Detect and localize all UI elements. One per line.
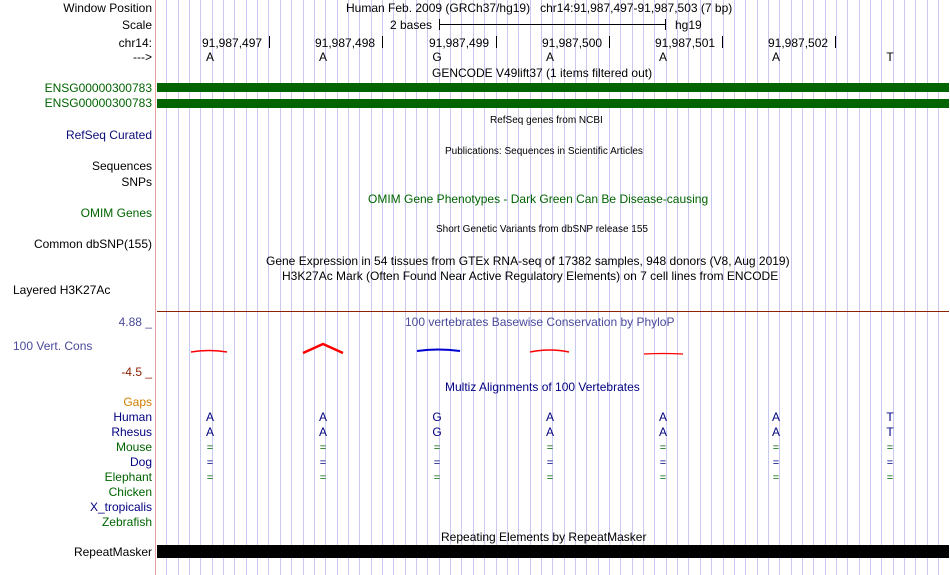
species-label-chicken[interactable]: Chicken <box>108 485 152 499</box>
position-tick <box>269 36 270 48</box>
alignment-match-mark: = <box>319 472 327 484</box>
alignment-base: A <box>658 425 667 439</box>
alignment-base: T <box>886 410 894 424</box>
phylop-track-title: 100 vertebrates Basewise Conservation by PhyloP <box>405 315 675 329</box>
alignment-base: A <box>318 425 327 439</box>
position-label: 91,987,502 <box>768 36 829 50</box>
h3k27ac-baseline <box>157 311 949 312</box>
alignment-match-mark: = <box>772 457 780 469</box>
alignment-match-mark: = <box>546 442 554 454</box>
alignment-base: T <box>886 425 894 439</box>
alignment-match-mark: = <box>886 457 894 469</box>
species-label-elephant[interactable]: Elephant <box>104 470 152 484</box>
alignment-match-mark: = <box>433 457 441 469</box>
alignment-base: G <box>432 410 442 424</box>
h3k27ac-track-title: H3K27Ac Mark (Often Found Near Active Regulatory Elements) on 7 cell lines from ENCODE <box>282 269 779 283</box>
gencode-item-label-1[interactable]: ENSG00000300783 <box>44 81 152 95</box>
species-label-x_tropicalis[interactable]: X_tropicalis <box>89 500 152 514</box>
window-position-value: Human Feb. 2009 (GRCh37/hg19) chr14:91,987,497-91,987,503 (7 bp) <box>346 1 733 15</box>
position-tick <box>609 36 610 48</box>
reference-base: A <box>318 50 327 64</box>
alignment-base: A <box>771 425 780 439</box>
reference-base: A <box>658 50 667 64</box>
phylop-wiggle[interactable] <box>0 340 950 360</box>
phylop-min-label: -4.5 _ <box>121 365 152 379</box>
position-label: 91,987,499 <box>429 36 490 50</box>
snps-track-label[interactable]: SNPs <box>121 175 152 189</box>
alignment-match-mark: = <box>546 472 554 484</box>
gtex-track-title: Gene Expression in 54 tissues from GTEx RNA-seq of 17382 samples, 948 donors (V8, Aug 2019) <box>266 254 790 268</box>
alignment-match-mark: = <box>319 457 327 469</box>
scale-left-text: 2 bases <box>390 18 433 32</box>
refseq-track-title: RefSeq genes from NCBI <box>490 115 603 126</box>
scale-bar <box>439 24 666 25</box>
phylop-max-label: 4.88 _ <box>118 315 152 329</box>
alignment-base: A <box>545 410 554 424</box>
window-position-label: Window Position <box>63 1 152 15</box>
alignment-base: G <box>432 425 442 439</box>
omim-track-label[interactable]: OMIM Genes <box>80 206 152 220</box>
alignment-match-mark: = <box>206 472 214 484</box>
chrom-label: chr14: <box>118 36 152 50</box>
position-tick <box>496 36 497 48</box>
position-label: 91,987,500 <box>542 36 603 50</box>
gencode-item-label-2[interactable]: ENSG00000300783 <box>44 96 152 110</box>
alignment-match-mark: = <box>659 472 667 484</box>
phylop-mark-2 <box>303 344 343 353</box>
position-tick <box>835 36 836 48</box>
alignment-base: A <box>318 410 327 424</box>
phylop-mark-1 <box>191 351 227 353</box>
refseq-track-label[interactable]: RefSeq Curated <box>65 128 152 142</box>
alignment-match-mark: = <box>546 457 554 469</box>
position-tick <box>382 36 383 48</box>
grid-line <box>155 0 156 575</box>
alignment-base: A <box>771 410 780 424</box>
repeatmasker-track-title: Repeating Elements by RepeatMasker <box>441 530 647 544</box>
alignment-base: A <box>658 410 667 424</box>
alignment-base: A <box>205 410 214 424</box>
gencode-feature-bar-2[interactable] <box>157 99 949 108</box>
alignment-base: A <box>205 425 214 439</box>
gencode-feature-bar-1[interactable] <box>157 83 949 92</box>
reference-base: T <box>886 50 894 64</box>
reference-base: A <box>545 50 554 64</box>
species-label-gaps[interactable]: Gaps <box>123 395 152 409</box>
alignment-match-mark: = <box>659 442 667 454</box>
phylop-mark-4 <box>530 350 569 352</box>
position-label: 91,987,498 <box>315 36 376 50</box>
phylop-track-label[interactable]: 100 Vert. Cons <box>13 339 93 353</box>
position-label: 91,987,501 <box>655 36 716 50</box>
alignment-match-mark: = <box>206 442 214 454</box>
alignment-base: A <box>545 425 554 439</box>
alignment-match-mark: = <box>886 442 894 454</box>
reference-base: A <box>771 50 780 64</box>
species-label-human[interactable]: Human <box>113 410 152 424</box>
position-label: 91,987,497 <box>202 36 263 50</box>
position-tick <box>722 36 723 48</box>
dbsnp-track-title: Short Genetic Variants from dbSNP release 155 <box>436 224 648 235</box>
alignment-match-mark: = <box>659 457 667 469</box>
multiz-track-title: Multiz Alignments of 100 Vertebrates <box>445 380 640 394</box>
scale-bar-right-end <box>665 19 666 30</box>
reference-base: G <box>432 50 442 64</box>
alignment-match-mark: = <box>433 442 441 454</box>
alignment-match-mark: = <box>319 442 327 454</box>
strand-label: ---> <box>133 50 152 64</box>
gencode-track-title: GENCODE V49lift37 (1 items filtered out) <box>432 66 653 80</box>
reference-base: A <box>205 50 214 64</box>
alignment-match-mark: = <box>886 472 894 484</box>
h3k27ac-track-label[interactable]: Layered H3K27Ac <box>13 283 111 297</box>
repeatmasker-feature-bar[interactable] <box>157 545 949 558</box>
species-label-zebrafish[interactable]: Zebrafish <box>101 515 152 529</box>
alignment-match-mark: = <box>433 472 441 484</box>
species-label-mouse[interactable]: Mouse <box>115 440 152 454</box>
phylop-mark-5 <box>644 354 683 355</box>
alignment-match-mark: = <box>772 472 780 484</box>
omim-track-title: OMIM Gene Phenotypes - Dark Green Can Be Disease-causing <box>368 192 709 206</box>
repeatmasker-track-label[interactable]: RepeatMasker <box>73 545 152 559</box>
phylop-mark-3 <box>417 350 460 352</box>
alignment-match-mark: = <box>772 442 780 454</box>
dbsnp-track-label[interactable]: Common dbSNP(155) <box>33 237 152 251</box>
species-label-dog[interactable]: Dog <box>129 455 152 469</box>
scale-label: Scale <box>121 18 152 32</box>
species-label-rhesus[interactable]: Rhesus <box>111 425 152 439</box>
sequences-track-label[interactable]: Sequences <box>91 159 152 173</box>
publications-track-title: Publications: Sequences in Scientific Articles <box>445 146 643 157</box>
scale-right-text: hg19 <box>675 18 702 32</box>
alignment-match-mark: = <box>206 457 214 469</box>
